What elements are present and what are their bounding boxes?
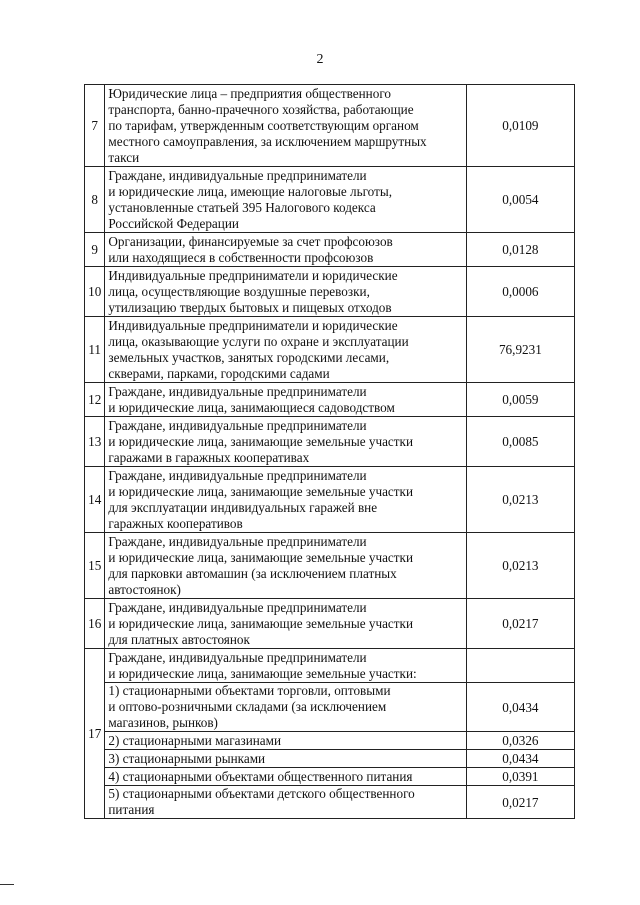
description-line: Российской Федерации [108, 216, 239, 231]
rate-value: 0,0391 [466, 768, 574, 786]
table-row [85, 599, 575, 649]
description-line: утилизацию твердых бытовых и пищевых отходов [108, 300, 392, 315]
description-line: транспорта, банно-прачечного хозяйства, работающие [108, 102, 414, 117]
rate-value: 0,0085 [466, 417, 574, 467]
sub-row [85, 786, 575, 819]
rate-value: 0,0434 [466, 683, 574, 732]
description-line: гаражами в гаражных кооперативах [108, 450, 310, 465]
description-line: установленные статьей 395 Налогового кодекса [108, 200, 376, 215]
description-line: Граждане, индивидуальные предприниматели [108, 168, 367, 183]
category-description [105, 317, 466, 383]
description-line: и юридические лица, занимающие земельные участки [108, 484, 414, 499]
table-row [85, 383, 575, 417]
description-line: Граждане, индивидуальные предприниматели [108, 534, 367, 549]
rate-value: 0,0059 [466, 383, 574, 417]
description-line: по тарифам, утвержденным соответствующим органом [108, 118, 419, 133]
rate-value: 0,0054 [466, 167, 574, 233]
description-line: Индивидуальные предприниматели и юридические [108, 268, 398, 283]
sub-row [85, 732, 575, 750]
description-line: 4) стационарными объектами общественного питания [108, 768, 413, 784]
table-row [85, 167, 575, 233]
row-number: 11 [85, 317, 105, 383]
description-line: и оптово-розничными складами (за исключением [108, 699, 387, 714]
page-number: 2 [316, 52, 324, 67]
rate-value: 0,0213 [466, 533, 574, 599]
table-row [85, 467, 575, 533]
table-row [85, 649, 575, 683]
description-line: и юридические лица, занимающие земельные участки: [108, 666, 417, 681]
description-line: для платных автостоянок [108, 632, 250, 647]
subcategory-description [105, 683, 466, 732]
subcategory-description [105, 750, 466, 768]
sub-row [85, 750, 575, 768]
description-line: 5) стационарными объектами детского общественного [108, 786, 415, 801]
description-line: для эксплуатации индивидуальных гаражей вне [108, 500, 378, 515]
row-number: 12 [85, 383, 105, 417]
description-line: Граждане, индивидуальные предприниматели [108, 650, 367, 665]
category-description [105, 383, 466, 417]
description-line: Граждане, индивидуальные предприниматели [108, 600, 367, 615]
rate-value: 76,9231 [466, 317, 574, 383]
rate-value: 0,0109 [466, 85, 574, 167]
description-line: Граждане, индивидуальные предприниматели [108, 418, 367, 433]
row-number: 10 [85, 267, 105, 317]
table-row [85, 267, 575, 317]
margin-mark [0, 884, 14, 885]
rate-value: 0,0128 [466, 233, 574, 267]
table-row [85, 533, 575, 599]
description-line: и юридические лица, занимающие земельные участки [108, 434, 414, 449]
description-line: лица, оказывающие услуги по охране и эксплуатации [108, 334, 409, 349]
description-line: Индивидуальные предприниматели и юридические [108, 318, 398, 333]
category-description [105, 467, 466, 533]
row-number: 13 [85, 417, 105, 467]
rate-value: 0,0217 [466, 786, 574, 819]
description-line: гаражных кооперативов [108, 516, 243, 531]
category-description [105, 167, 466, 233]
row-number: 9 [85, 233, 105, 267]
rate-value: 0,0217 [466, 599, 574, 649]
category-description [105, 599, 466, 649]
description-line: Граждане, индивидуальные предприниматели [108, 384, 367, 399]
description-line: магазинов, рынков) [108, 715, 218, 730]
subcategory-description [105, 786, 466, 819]
rate-value: 0,0326 [466, 732, 574, 750]
description-line: автостоянок) [108, 582, 181, 597]
category-description [105, 649, 466, 683]
rates-table [84, 84, 575, 819]
description-line: скверами, парками, городскими садами [108, 366, 330, 381]
description-line: Граждане, индивидуальные предприниматели [108, 468, 367, 483]
description-line: и юридические лица, имеющие налоговые льготы, [108, 184, 393, 199]
category-description [105, 417, 466, 467]
row-number: 8 [85, 167, 105, 233]
subcategory-description [105, 732, 466, 750]
description-line: местного самоуправления, за исключением маршрутных [108, 134, 427, 149]
sub-row [85, 683, 575, 732]
table-row [85, 85, 575, 167]
row-number: 17 [85, 649, 105, 819]
description-line: 1) стационарными объектами торговли, оптовыми [108, 683, 391, 698]
description-line: Юридические лица – предприятия общественного [108, 86, 392, 101]
rate-value-empty [466, 649, 574, 683]
row-number: 15 [85, 533, 105, 599]
row-number: 7 [85, 85, 105, 167]
description-line: 3) стационарными рынками [108, 750, 266, 766]
rate-value: 0,0434 [466, 750, 574, 768]
description-line: и юридические лица, занимающиеся садоводством [108, 400, 395, 415]
category-description [105, 267, 466, 317]
table-row [85, 317, 575, 383]
description-line: земельных участков, занятых городскими лесами, [108, 350, 390, 365]
description-line: для парковки автомашин (за исключением платных [108, 566, 397, 581]
row-number: 16 [85, 599, 105, 649]
description-line: или находящиеся в собственности профсоюзов [108, 250, 374, 265]
subcategory-description [105, 768, 466, 786]
description-line: питания [108, 802, 155, 817]
description-line: 2) стационарными магазинами [108, 732, 282, 748]
row-number: 14 [85, 467, 105, 533]
table-row [85, 233, 575, 267]
rate-value: 0,0006 [466, 267, 574, 317]
description-line: Организации, финансируемые за счет профсоюзов [108, 234, 393, 249]
rate-value: 0,0213 [466, 467, 574, 533]
rates-table-body [85, 85, 575, 819]
table-row [85, 417, 575, 467]
sub-row [85, 768, 575, 786]
description-line: и юридические лица, занимающие земельные участки [108, 550, 414, 565]
description-line: лица, осуществляющие воздушные перевозки, [108, 284, 370, 299]
category-description [105, 533, 466, 599]
category-description [105, 233, 466, 267]
category-description [105, 85, 466, 167]
description-line: и юридические лица, занимающие земельные участки [108, 616, 414, 631]
description-line: такси [108, 150, 140, 165]
